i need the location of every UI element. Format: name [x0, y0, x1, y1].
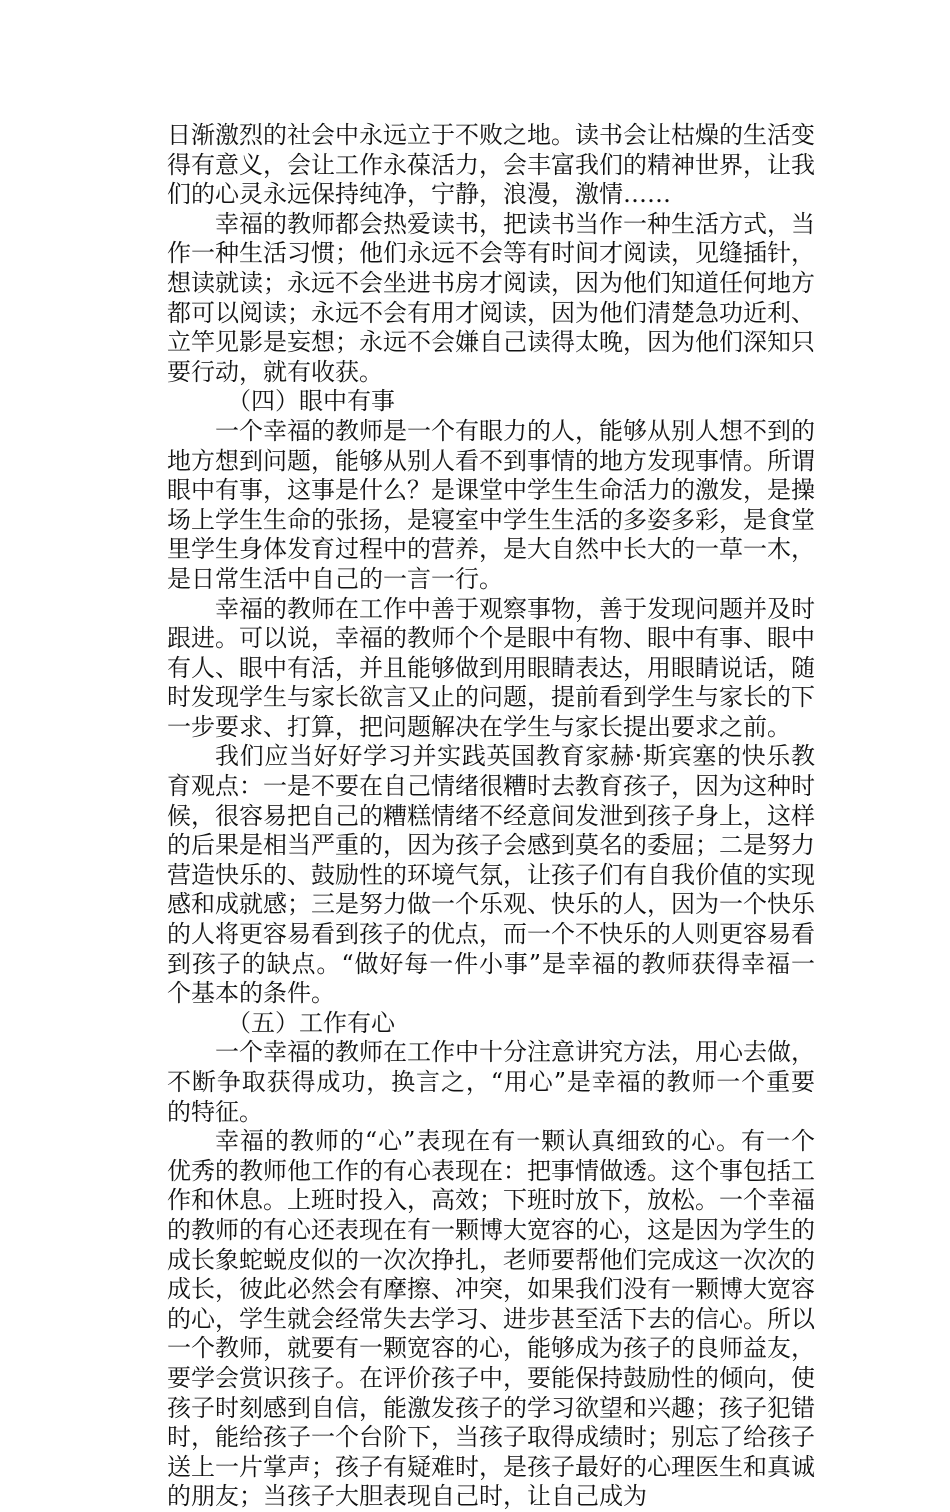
paragraph-continued: 日渐激烈的社会中永远立于不败之地。读书会让枯燥的生活变得有意义，会让工作永葆活力，会丰富我们的精神世界，让我们的心灵永远保持纯净，宁静，浪漫，激情…… — [167, 121, 815, 209]
paragraph-method: 一个幸福的教师在工作中十分注意讲究方法，用心去做，不断争取获得成功，换言之，“用心”是幸福的教师一个重要的特征。 — [167, 1038, 815, 1126]
section-heading-5: （五）工作有心 — [227, 1008, 395, 1037]
section-heading-4: （四）眼中有事 — [227, 387, 395, 416]
paragraph-spencer: 我们应当好好学习并实践英国教育家赫·斯宾塞的快乐教育观点：一是不要在自己情绪很糟时去教育孩子，因为这种时候，很容易把自己的糟糕情绪不经意间发泄到孩子身上，这样的后果是相当严重的，因为孩子会感到莫名的委屈；二是努力营造快乐的、鼓励性的环境气氛，让孩子们有自我价值的实现感和成就感；三是努力做一个乐观、快乐的人，因为一个快乐的人将更容易看到孩子的优点，而一个不快乐的人则更容易看到孩子的缺点。“做好每一件小事”是幸福的教师获得幸福一个基本的条件。 — [167, 742, 815, 1008]
paragraph-reading-habits: 幸福的教师都会热爱读书，把读书当作一种生活方式，当作一种生活习惯；他们永远不会等有时间才阅读，见缝插针，想读就读；永远不会坐进书房才阅读，因为他们知道任何地方都可以阅读；永远不会有用才阅读，因为他们清楚急功近利、立竿见影是妄想；永远不会嫌自己读得太晚，因为他们深知只要行动，就有收获。 — [167, 209, 815, 386]
paragraph-observation: 幸福的教师在工作中善于观察事物，善于发现问题并及时跟进。可以说，幸福的教师个个是眼中有物、眼中有事、眼中有人、眼中有活，并且能够做到用眼睛表达，用眼睛说话，随时发现学生与家长欲言又止的问题，提前看到学生与家长的下一步要求、打算，把问题解决在学生与家长提出要求之前。 — [167, 594, 815, 741]
paragraph-eye-for-things: 一个幸福的教师是一个有眼力的人，能够从别人想不到的地方想到问题，能够从别人看不到事情的地方发现事情。所谓眼中有事，这事是什么？是课堂中学生生命活力的激发，是操场上学生生命的张扬，是寝室中学生生活的多姿多彩，是食堂里学生身体发育过程中的营养，是大自然中长大的一草一木，是日常生活中自己的一言一行。 — [167, 416, 815, 593]
paragraph-heart: 幸福的教师的“心”表现在有一颗认真细致的心。有一个优秀的教师他工作的有心表现在：把事情做透。这个事包括工作和休息。上班时投入，高效；下班时放下，放松。一个幸福的教师的有心还表现在有一颗博大宽容的心，这是因为学生的成长象蛇蜕皮似的一次次挣扎，老师要帮他们完成这一次次的成长，彼此必然会有摩擦、冲突，如果我们没有一颗博大宽容的心，学生就会经常失去学习、进步甚至活下去的信心。所以一个教师，就要有一颗宽容的心，能够成为孩子的良师益友，要学会赏识孩子。在评价孩子中，要能保持鼓励性的倾向，使孩子时刻感到自信，能激发孩子的学习欲望和兴趣；孩子犯错时，能给孩子一个台阶下，当孩子取得成绩时；别忘了给孩子送上一片掌声；孩子有疑难时，是孩子最好的心理医生和真诚的朋友；当孩子大胆表现自己时，让自己成为 — [167, 1127, 815, 1511]
document-page — [167, 121, 815, 1512]
